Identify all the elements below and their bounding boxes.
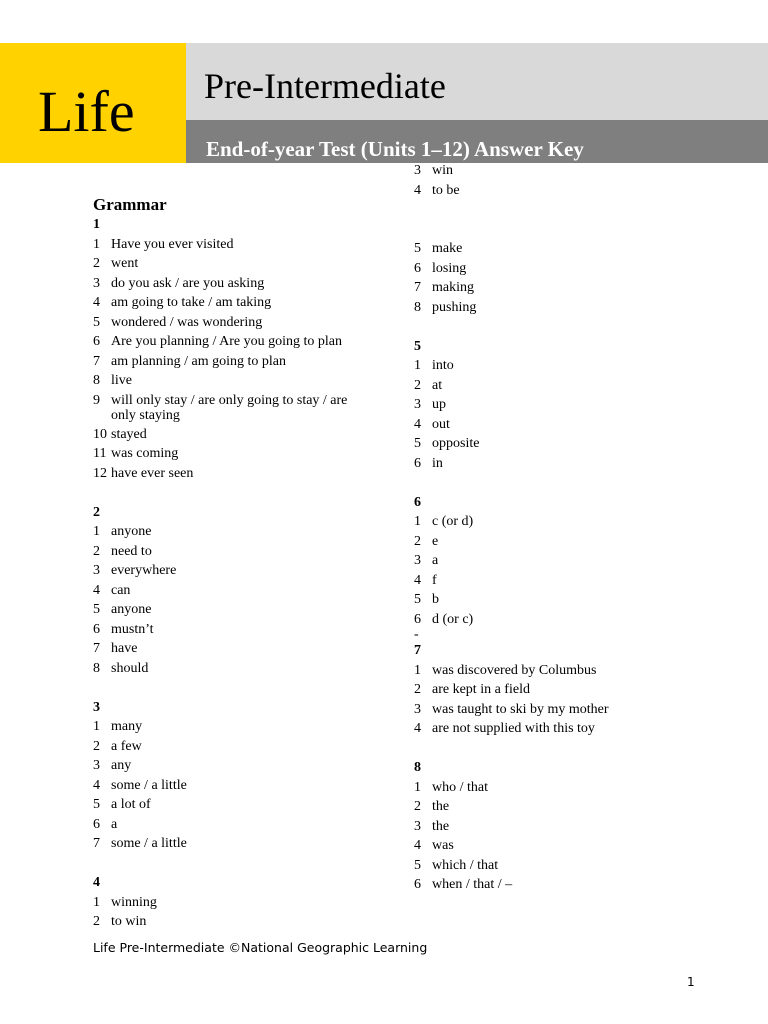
answer-number: 5 <box>93 602 100 617</box>
exercise-number: 7 <box>414 643 421 658</box>
exercise-number: 3 <box>93 699 100 715</box>
answer-text: stayed <box>111 426 147 442</box>
stray-dash: - <box>414 627 419 642</box>
answer-text: into <box>432 358 454 373</box>
answer-text: have ever seen <box>111 465 194 481</box>
answer-row <box>93 425 368 445</box>
answer-number: 6 <box>414 455 421 471</box>
answer-number: 7 <box>414 280 421 295</box>
answer-number: 8 <box>93 660 100 676</box>
answer-row <box>414 778 744 798</box>
answer-text: pushing <box>432 299 477 315</box>
answer-number: 3 <box>414 397 421 412</box>
answer-row <box>93 795 368 815</box>
answer-number: 3 <box>414 701 421 717</box>
exercise-2-list <box>93 522 368 678</box>
answer-number: 3 <box>93 563 100 578</box>
answer-text: went <box>111 256 139 271</box>
exercise-5-list <box>414 356 744 473</box>
answer-row <box>414 532 744 552</box>
answer-text: the <box>432 799 450 814</box>
answer-text: a <box>432 553 439 568</box>
answer-text: anyone <box>111 524 152 539</box>
answer-row <box>93 464 368 484</box>
answer-text: mustn’t <box>111 621 154 637</box>
answer-number: 2 <box>93 914 100 929</box>
answer-number: 4 <box>414 838 421 853</box>
answer-number: 6 <box>93 621 100 637</box>
answer-row <box>93 756 368 776</box>
answer-text: to win <box>111 914 147 929</box>
answer-text: f <box>432 572 437 588</box>
answer-text: any <box>111 758 132 773</box>
answer-text: some / a little <box>111 836 187 851</box>
answer-row <box>414 278 744 298</box>
answer-number: 2 <box>93 256 100 271</box>
answer-row <box>93 254 368 274</box>
answer-row <box>414 181 744 201</box>
answer-row <box>414 395 744 415</box>
answer-text: losing <box>432 260 467 276</box>
exercise-number: 8 <box>414 760 421 775</box>
answer-text: d (or c) <box>432 611 474 627</box>
header-level-bar <box>186 43 768 120</box>
answer-number: 7 <box>93 836 100 851</box>
answer-row <box>93 717 368 737</box>
answer-number: 4 <box>93 582 100 598</box>
answer-text: have <box>111 641 138 656</box>
answer-row <box>414 610 744 630</box>
answer-number: 6 <box>93 334 100 349</box>
answer-text: a <box>111 816 118 832</box>
answer-number: 5 <box>93 797 100 812</box>
answer-column-right <box>414 161 744 895</box>
answer-text: a lot of <box>111 797 151 812</box>
answer-row <box>414 719 744 739</box>
answer-number: 4 <box>414 721 421 736</box>
answer-row <box>93 659 368 679</box>
answer-text: can <box>111 582 131 598</box>
answer-text: wondered / was wondering <box>111 314 263 330</box>
answer-text: win <box>432 163 453 178</box>
exercise-8-list <box>414 778 744 895</box>
answer-number: 1 <box>93 894 100 910</box>
answer-text: need to <box>111 543 152 559</box>
answer-number: 4 <box>93 777 100 793</box>
answer-number: 5 <box>414 592 421 607</box>
answer-row <box>414 376 744 396</box>
answer-row <box>414 298 744 318</box>
answer-number: 3 <box>414 553 421 568</box>
life-logo-text: Life <box>38 79 135 144</box>
answer-number: 1 <box>414 662 421 678</box>
answer-number: 5 <box>414 857 421 873</box>
answer-text: am going to take / am taking <box>111 295 272 310</box>
answer-row <box>93 561 368 581</box>
answer-number: 3 <box>93 758 100 773</box>
answer-text: who / that <box>432 779 488 795</box>
answer-text: was discovered by Columbus <box>432 662 597 678</box>
answer-row <box>414 680 744 700</box>
answer-row <box>93 522 368 542</box>
answer-row <box>414 571 744 591</box>
answer-number: 12 <box>93 465 107 481</box>
answer-text: should <box>111 660 149 676</box>
answer-row <box>93 332 368 352</box>
level-title: Pre-Intermediate <box>204 66 446 106</box>
answer-number: 1 <box>93 236 100 252</box>
exercise-number: 6 <box>414 494 421 510</box>
answer-text: which / that <box>432 857 499 873</box>
answer-number: 9 <box>93 392 100 408</box>
answer-number: 6 <box>414 877 421 892</box>
answer-row <box>414 797 744 817</box>
answer-text: are kept in a field <box>432 682 530 697</box>
exercise-number: 1 <box>93 217 100 232</box>
answer-row <box>93 776 368 796</box>
answer-row <box>414 700 744 720</box>
answer-row <box>414 239 744 259</box>
answer-text: when / that / – <box>432 877 513 892</box>
answer-row <box>414 259 744 279</box>
test-subtitle: End-of-year Test (Units 1–12) Answer Key <box>206 137 584 161</box>
answer-row <box>414 512 744 532</box>
answer-text: at <box>432 377 443 393</box>
answer-row <box>93 834 368 854</box>
answer-number: 1 <box>93 524 100 539</box>
answer-row <box>414 415 744 435</box>
answer-row <box>93 600 368 620</box>
answer-number: 3 <box>414 818 421 834</box>
answer-text: are not supplied with this toy <box>432 721 595 736</box>
answer-row <box>414 836 744 856</box>
answer-number: 1 <box>414 779 421 795</box>
exercise-number: 4 <box>93 875 100 890</box>
answer-row <box>93 912 368 932</box>
answer-text: to be <box>432 182 460 198</box>
exercise-3-list <box>93 717 368 854</box>
answer-row <box>93 371 368 391</box>
answer-text: was coming <box>111 446 179 461</box>
exercise-6-list <box>414 512 744 629</box>
answer-row <box>414 454 744 474</box>
answer-row <box>414 356 744 376</box>
answer-row <box>93 639 368 659</box>
answer-text: was taught to ski by my mother <box>432 701 609 717</box>
answer-row <box>414 551 744 571</box>
answer-row <box>93 235 368 255</box>
header-subtitle-bar <box>186 120 768 163</box>
answer-row <box>414 875 744 895</box>
answer-number: 4 <box>414 572 421 588</box>
answer-number: 2 <box>414 682 421 697</box>
answer-column-left <box>93 194 368 932</box>
answer-number: 11 <box>93 446 107 461</box>
answer-text: up <box>432 397 446 412</box>
answer-row <box>93 274 368 294</box>
answer-number: 3 <box>93 275 100 291</box>
answer-text: everywhere <box>111 563 177 578</box>
answer-text: live <box>111 373 132 388</box>
answer-row <box>93 293 368 313</box>
answer-text: out <box>432 416 450 432</box>
answer-row <box>93 542 368 562</box>
answer-number: 1 <box>414 514 421 529</box>
page-number: 1 <box>687 975 695 989</box>
answer-number: 5 <box>414 436 421 451</box>
answer-row <box>93 313 368 333</box>
answer-number: 2 <box>414 377 421 393</box>
answer-text: e <box>432 533 439 549</box>
answer-text: a few <box>111 738 142 754</box>
answer-text: opposite <box>432 436 480 451</box>
exercise-1-list <box>93 235 368 484</box>
answer-number: 3 <box>414 163 421 178</box>
answer-number: 5 <box>93 314 100 330</box>
answer-text: in <box>432 455 443 471</box>
answer-text: many <box>111 719 143 734</box>
answer-row <box>414 434 744 454</box>
answer-number: 2 <box>414 799 421 814</box>
answer-row <box>414 661 744 681</box>
answer-number: 6 <box>414 611 421 627</box>
answer-number: 6 <box>93 816 100 832</box>
exercise-4-list-part2 <box>414 161 744 200</box>
answer-row <box>93 352 368 372</box>
answer-number: 1 <box>93 719 100 734</box>
answer-row <box>93 737 368 757</box>
answer-text: will only stay / are only going to stay / are only staying <box>111 392 348 423</box>
answer-number: 7 <box>93 641 100 656</box>
answer-number: 4 <box>93 295 100 310</box>
footer-copyright: Life Pre-Intermediate ©National Geographic Learning <box>93 940 428 955</box>
exercise-number: 5 <box>414 338 421 354</box>
answer-row <box>93 620 368 640</box>
exercise-number: 2 <box>93 504 100 520</box>
life-logo-block <box>0 43 186 163</box>
section-title-grammar: Grammar <box>93 195 167 214</box>
answer-text: c (or d) <box>432 514 474 529</box>
answer-row <box>93 444 368 464</box>
answer-text: Have you ever visited <box>111 236 234 252</box>
answer-text: am planning / am going to plan <box>111 353 286 369</box>
answer-text: b <box>432 592 439 607</box>
answer-row <box>414 161 744 181</box>
answer-text: the <box>432 818 450 834</box>
answer-number: 8 <box>93 373 100 388</box>
answer-row <box>414 590 744 610</box>
answer-text: winning <box>111 894 157 910</box>
exercise-7-list <box>414 661 744 739</box>
answer-row <box>414 856 744 876</box>
answer-text: do you ask / are you asking <box>111 275 265 291</box>
answer-number: 4 <box>414 182 421 198</box>
answer-row <box>93 893 368 913</box>
answer-number: 7 <box>93 353 100 369</box>
answer-text: make <box>432 241 463 256</box>
answer-row <box>414 817 744 837</box>
answer-row <box>93 815 368 835</box>
exercise-4-list-part3 <box>414 239 744 317</box>
answer-text: was <box>432 838 454 853</box>
answer-number: 4 <box>414 416 421 432</box>
answer-row <box>93 581 368 601</box>
answer-number: 8 <box>414 299 421 315</box>
exercise-4-list-part1 <box>93 893 368 932</box>
answer-text: making <box>432 280 474 295</box>
answer-number: 2 <box>414 533 421 549</box>
answer-text: anyone <box>111 602 152 617</box>
answer-number: 1 <box>414 358 421 373</box>
answer-row <box>93 391 368 425</box>
answer-number: 10 <box>93 426 107 442</box>
answer-number: 5 <box>414 241 421 256</box>
answer-number: 2 <box>93 738 100 754</box>
answer-text: some / a little <box>111 777 187 793</box>
answer-number: 2 <box>93 543 100 559</box>
answer-number: 6 <box>414 260 421 276</box>
answer-text: Are you planning / Are you going to plan <box>111 334 342 349</box>
